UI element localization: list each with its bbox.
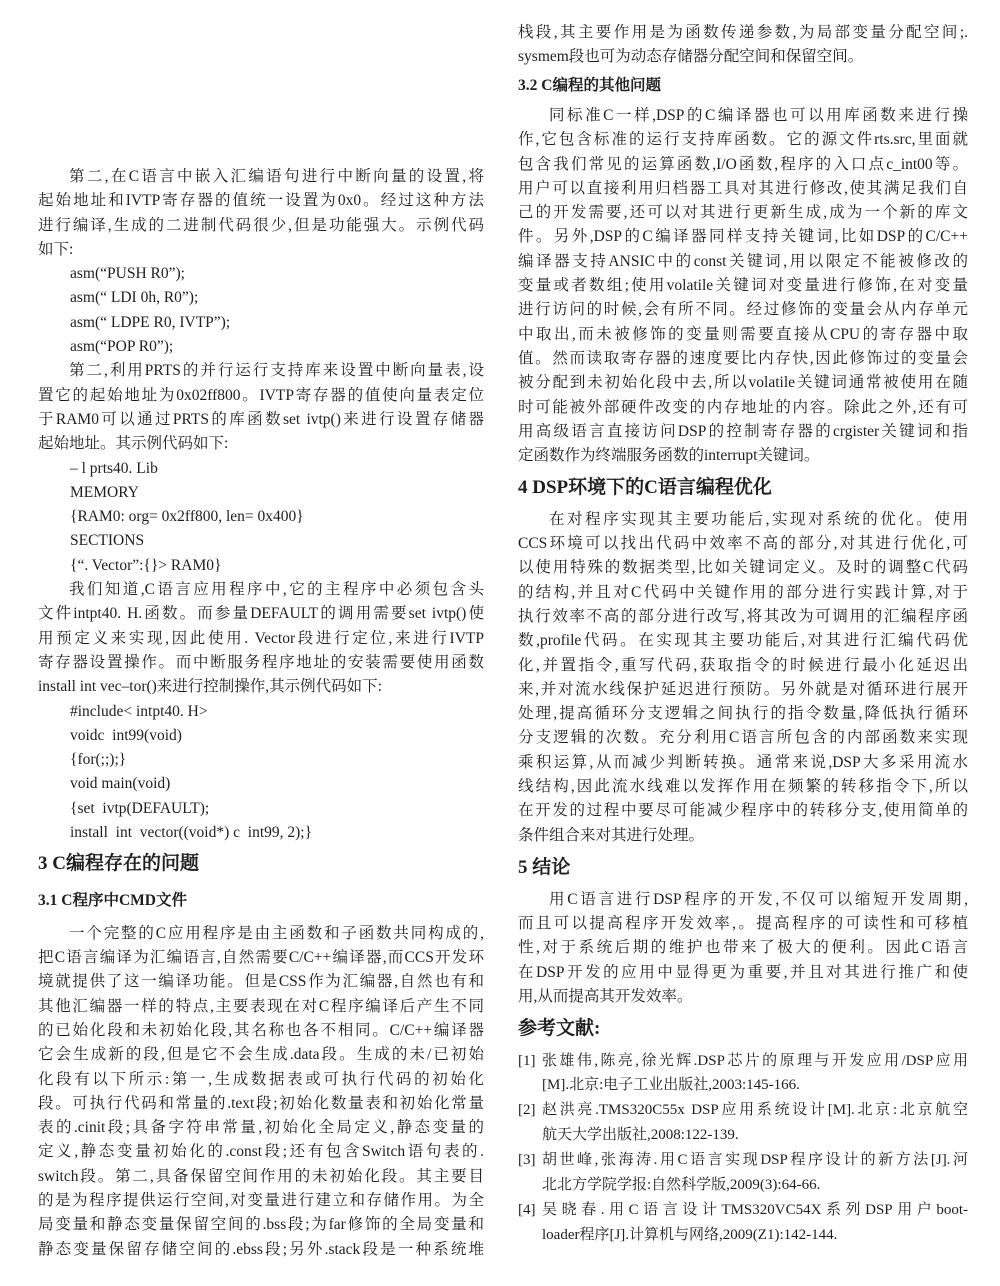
- references-heading: 参考文献:: [518, 1018, 601, 1040]
- reference-number: [1]: [518, 1052, 536, 1069]
- code-line: asm(“PUSH R0”);: [70, 265, 185, 283]
- paragraph: [518, 104, 968, 468]
- reference-line: 胡世峰,张海涛.用C语言实现DSP程序设计的新方法[J].河: [542, 1152, 968, 1169]
- text-line: 栈段,其主要作用是为函数传递参数,为局部变量分配空间;.: [518, 24, 968, 41]
- paragraph: [518, 21, 968, 70]
- text-line: 以使用特殊的数据类型,比如关键词定义。及时的调整C代码: [518, 559, 968, 577]
- text-line: 其他汇编器一样的特点,主要表现在对C程序编译后产生不同: [38, 997, 484, 1015]
- text-line: 于RAM0可以通过PRTS的库函数set ivtp()来进行设置存储器: [38, 410, 484, 428]
- text-line: 的结构,并且对C代码中关键作用的部分进行实践计算,对于: [518, 583, 968, 601]
- text-line: 我们知道,C语言应用程序中,它的主程序中必须包含头: [69, 581, 484, 599]
- text-line: 同标准C一样,DSP的C编译器也可以用库函数来进行操: [549, 106, 968, 124]
- code-line: {RAM0: org= 0x2ff800, len= 0x400}: [70, 508, 304, 526]
- paragraph: [38, 165, 484, 262]
- subsection-heading: 3.2 C编程的其他问题: [518, 76, 661, 94]
- code-block: [38, 262, 484, 359]
- reference-list: [518, 1049, 968, 1248]
- section-heading: 3 C编程存在的问题: [38, 853, 199, 875]
- text-line: 寄存器设置操作。而中断服务程序地址的安装需要使用函数: [38, 653, 484, 671]
- reference-item: [518, 1198, 968, 1247]
- text-line: 境就提供了这一编译功能。但是CSS作为汇编器,自然也有和: [38, 973, 484, 991]
- reference-item: [518, 1098, 968, 1147]
- text-line: 执行效率不高的部分进行改写,将其改为可调用的汇编程序函: [518, 607, 968, 625]
- text-line: 置它的起始地址为0x02ff800。IVTP寄存器的值使向量表定位: [38, 386, 484, 404]
- text-line: 定义,静态变量初始化的.const段;还有包含Switch语句表的.: [38, 1143, 484, 1161]
- left-column: [38, 165, 484, 1262]
- text-line: 在对程序实现其主要功能后,实现对系统的优化。使用: [549, 510, 968, 528]
- text-line: 作,它包含标准的运行支持库函数。它的源文件rts.src,里面就: [518, 131, 968, 149]
- text-line: install int vec–tor()来进行控制操作,其示例代码如下:: [38, 678, 382, 696]
- text-line: 处理,提高循环分支逻辑之间执行的指令数量,降低执行循环: [518, 705, 968, 723]
- text-line: 定函数作为终端服务函数的interrupt关键词。: [518, 447, 820, 465]
- text-line: 件。另外,DSP的C编译器同样支持关键词,比如DSP的C/C++: [518, 228, 968, 246]
- text-line: 化段有以下所示:第一,生成数据表或可执行代码的初始化: [38, 1070, 484, 1088]
- text-line: 编译器支持ANSIC中的const关键词,用以限定不能被修改的: [518, 252, 968, 270]
- text-line: 用高级语言直接访问DSP的控制寄存器的crgister关键词和指: [518, 422, 968, 440]
- subsection-heading: 3.1 C程序中CMD文件: [38, 892, 187, 910]
- text-line: 而且可以提高程序开发效率,。提高程序的可读性和可移植: [518, 915, 968, 933]
- paragraph: [38, 359, 484, 456]
- code-line: SECTIONS: [70, 532, 145, 550]
- text-line: 化,并置指令,重写代码,获取指令的时候进行最小化延迟出: [518, 656, 968, 674]
- text-line: switch段。第二,具备保留空间作用的未初始化段。其主要目: [38, 1167, 484, 1185]
- code-line: {set ivtp(DEFAULT);: [70, 799, 210, 817]
- text-line: 起始地址和IVTP寄存器的值统一设置为0x0。经过这种方法: [38, 192, 484, 210]
- text-line: 用,从而提高其开发效率。: [518, 987, 693, 1005]
- code-line: #include< intpt40. H>: [70, 702, 208, 720]
- reference-item: [518, 1148, 968, 1197]
- paragraph: [38, 578, 484, 699]
- code-line: asm(“ LDPE R0, IVTP”);: [70, 313, 231, 331]
- text-line: 第二,利用PRTS的并行运行支持库来设置中断向量表,设: [69, 362, 484, 380]
- paragraph: [518, 888, 968, 1009]
- text-line: 局变量和静态变量保留空间的.bss段;为far修饰的全局变量和: [38, 1216, 484, 1234]
- text-line: 的已始化段和未初始化段,其名称也各不相同。C/C++编译器: [38, 1022, 484, 1039]
- code-line: voidc int99(void): [70, 726, 182, 744]
- text-line: 被分配到未初始化段中去,所以volatile关键词通常被使用在随: [518, 374, 968, 392]
- reference-number: [2]: [518, 1102, 536, 1119]
- reference-line: [M].北京:电子工业出版社,2003:145-166.: [542, 1077, 800, 1094]
- text-line: 表的.cinit段;具备字符串常量,初始化全局定义,静态变量的: [38, 1119, 484, 1137]
- text-line: 包含我们常见的运算函数,I/O函数,程序的入口点c_int00等。: [518, 155, 968, 173]
- code-line: {“. Vector”:{}> RAM0}: [70, 556, 222, 574]
- section-heading: 5 结论: [518, 856, 571, 878]
- text-line: 变量或者数组;使用volatile关键词对变量进行修饰,在对变量: [518, 277, 968, 295]
- text-line: 进行编译,生成的二进制代码很少,但是功能强大。示例代码: [38, 216, 484, 234]
- paragraph: [38, 922, 484, 1262]
- text-line: 分支逻辑的次数。充分利用C语言所包含的内部函数来实现: [518, 729, 968, 747]
- code-line: {for(;;);}: [70, 751, 127, 769]
- text-line: 把C语言编译为汇编语言,自然需要C/C++编译器,而CCS开发环: [38, 949, 484, 967]
- code-line: asm(“POP R0”);: [70, 338, 174, 356]
- text-line: sysmem段也可为动态存储器分配空间和保留空间。: [518, 48, 864, 66]
- reference-line: 张雄伟,陈亮,徐光辉.DSP芯片的原理与开发应用/DSP应用: [542, 1052, 968, 1069]
- reference-line: 北北方学院学报:自然科学版,2009(3):64-66.: [542, 1176, 821, 1193]
- text-line: 如下:: [38, 240, 74, 258]
- code-block: [38, 700, 484, 846]
- reference-line: 赵洪亮.TMS320C55x DSP应用系统设计[M].北京:北京航空: [542, 1102, 968, 1119]
- right-column: [518, 21, 968, 1248]
- section-heading: 4 DSP环境下的C语言编程优化: [518, 477, 772, 499]
- text-line: 的是为程序提供运行空间,对变量进行建立和存储作用。为全: [38, 1192, 484, 1210]
- text-line: 进行访问的时候,会有所不同。经过修饰的变量会从内存单元: [518, 301, 968, 319]
- reference-line: 吴晓春.用C语言设计TMS320VC54X系列DSP用户boot-: [542, 1202, 968, 1219]
- text-line: 线结构,因此流水线难以发挥作用在频繁的转移指令下,所以: [518, 778, 968, 796]
- code-line: MEMORY: [70, 483, 139, 501]
- text-line: 用预定义来实现,因此使用. Vector段进行定位,来进行IVTP: [38, 629, 484, 647]
- text-line: 它会生成新的段,但是它不会生成.data段。生成的未/已初始: [38, 1046, 484, 1064]
- text-line: 值。然而读取寄存器的速度要比内存快,因此修饰过的变量会: [518, 349, 968, 367]
- code-block: [38, 457, 484, 578]
- text-line: 性,对于系统后期的维护也带来了极大的便利。因此C语言: [518, 939, 968, 957]
- reference-number: [3]: [518, 1152, 536, 1169]
- text-line: 用C语言进行DSP程序的开发,不仅可以缩短开发周期,: [549, 890, 968, 908]
- text-line: 用户可以直接利用归档器工具对其进行修改,使其满足我们自: [518, 179, 968, 197]
- text-line: 己的开发需要,还可以对其进行更新生成,成为一个新的库文: [518, 204, 968, 222]
- text-line: 一个完整的C应用程序是由主函数和子函数共同构成的,: [69, 924, 484, 942]
- text-line: 文件intpt40. H.函数。而参量DEFAULT的调用需要set ivtp()使: [38, 605, 484, 623]
- text-line: 在DSP开发的应用中显得更为重要,并且对其进行推广和使: [518, 963, 968, 981]
- text-line: 在开发的过程中要尽可能减少程序中的转移分支,使用简单的: [518, 802, 968, 820]
- text-line: 第二,在C语言中嵌入汇编语句进行中断向量的设置,将: [69, 168, 484, 185]
- text-line: CCS环境可以找出代码中效率不高的部分,对其进行优化,可: [518, 535, 968, 553]
- text-line: 条件组合来对其进行处理。: [518, 826, 705, 844]
- text-line: 静态变量保留存储空间的.ebss段;另外.stack段是一种系统堆: [38, 1240, 484, 1258]
- text-line: 乘积运算,从而减少判断转换。通常来说,DSP大多采用流水: [518, 753, 968, 771]
- reference-number: [4]: [518, 1202, 536, 1219]
- text-line: 段。可执行代码和常量的.text段;初始化数量表和初始化常量: [38, 1094, 484, 1112]
- text-line: 时可能被外部硬件改变的内存地址的内容。除此之外,还有可: [518, 398, 968, 416]
- paragraph: [518, 508, 968, 848]
- text-line: 起始地址。其示例代码如下:: [38, 435, 229, 453]
- text-line: 来,并对流水线保护延迟进行预防。另外就是对循环进行展开: [518, 680, 968, 698]
- code-line: install int vector((void*) c int99, 2);}: [70, 824, 313, 842]
- code-line: – l prts40. Lib: [70, 459, 158, 477]
- code-line: asm(“ LDI 0h, R0”);: [70, 289, 199, 307]
- reference-item: [518, 1049, 968, 1098]
- text-line: 数,profile代码。在实现其主要功能后,对其进行汇编代码优: [518, 632, 968, 650]
- reference-line: 航天大学出版社,2008:122-139.: [542, 1126, 739, 1143]
- code-line: void main(void): [70, 775, 171, 793]
- text-line: 中取出,而未被修饰的变量则需要直接从CPU的寄存器中取: [518, 325, 968, 343]
- reference-line: loader程序[J].计算机与网络,2009(Z1):142-144.: [542, 1226, 838, 1243]
